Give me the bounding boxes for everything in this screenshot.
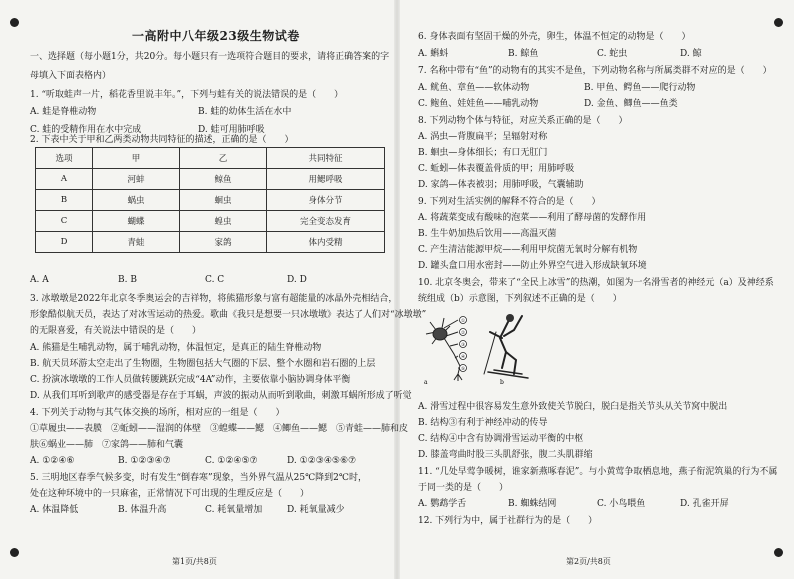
table-header: 乙 (180, 148, 267, 169)
q1-option-c: C. 蛙的受精作用在水中完成 (30, 125, 142, 135)
q10-figure (418, 308, 530, 386)
table-header: 共同特征 (267, 148, 385, 169)
q3-option-b: B. 航天员环游太空走出了生物圈，生物圈包括大气圈的下层、整个水圈和岩石圈的上层 (30, 359, 376, 369)
q3-option-c: C. 扮演冰墩墩的工作人员做转腰跳跃完成“4A”动作，主要依靠小脑协调身体平衡 (30, 375, 351, 385)
table-cell: 青蛙 (93, 232, 180, 253)
q11-option-d: D. 孔雀开屏 (680, 499, 729, 509)
q9-option-d: D. 罐头盒口用水密封——防止外界空气进入形成缺氧环境 (418, 261, 647, 271)
q8-option-b: B. 蛔虫—身体细长；有口无肛门 (418, 148, 548, 158)
binding-hole (10, 18, 19, 27)
table-cell: B (36, 190, 93, 211)
table-cell: 用鳃呼吸 (267, 169, 385, 190)
q6-option-b: B. 鲸鱼 (508, 49, 539, 59)
table-cell: 蝗虫 (180, 211, 267, 232)
q1-option-b: B. 蛙的幼体生活在水中 (198, 107, 292, 117)
table-cell: 家鸽 (180, 232, 267, 253)
table-row (36, 190, 385, 211)
figure-label-3: ③ (460, 343, 466, 348)
q2-stem: 2. 下表中关于甲和乙两类动物共同特征的描述，正确的是（ ） (30, 135, 294, 145)
q5-option-b: B. 体温升高 (118, 505, 167, 515)
table-cell: 河蚌 (93, 169, 180, 190)
q11-stem-cont: 于同一类的是（ ） (418, 483, 509, 493)
q9-option-c: C. 产生清洁能源甲烷——利用甲烷菌无氧时分解有机物 (418, 245, 638, 255)
q1-option-d: D. 蛙可用肺呼吸 (198, 125, 265, 135)
q1-stem: 1. “听取蛙声一片，稻花香里说丰年。”，下列与蛙有关的说法错误的是（ ） (30, 90, 344, 100)
binding-hole (774, 548, 783, 557)
table-cell: 蛔虫 (180, 190, 267, 211)
table-header: 甲 (93, 148, 180, 169)
q8-option-c: C. 蚯蚓—体表覆盖骨质的甲；用肺呼吸 (418, 164, 575, 174)
section-instruction: 一、选择题（每小题1分，共20分。每小题只有一选项符合题目的要求，请将正确答案的字 (30, 52, 390, 62)
q10-stem: 10. 北京冬奥会，带来了“全民上冰雪”的热潮，如图为一名滑雪者的神经元（a）及神经系 (418, 278, 774, 288)
skier-diagram (484, 314, 528, 378)
q4-option-c: C. ①②④⑤⑦ (205, 456, 258, 466)
binding-hole (10, 548, 19, 557)
table-row (36, 169, 385, 190)
q9-stem: 9. 下列对生活实例的解释不符合的是（ ） (418, 197, 601, 207)
q12-stem: 12. 下列行为中，属于社群行为的是（ ） (418, 516, 598, 526)
q6-option-c: C. 蛇虫 (597, 49, 628, 59)
q7-option-b: B. 甲鱼、鳄鱼——爬行动物 (584, 83, 696, 93)
q8-option-a: A. 涡虫—背腹扁平；呈辐射对称 (418, 132, 548, 142)
q11-option-b: B. 蜘蛛结网 (508, 499, 557, 509)
q3-stem-cont: 形象酷似航天员，表达了对冰雪运动的热爱。歌曲《我只是想要一只冰墩墩》表达了人们对“冰墩墩” (30, 310, 427, 320)
page-footer: 第1页/共8页 (172, 557, 217, 566)
q4-option-d: D. ①②③④⑤⑥⑦ (287, 456, 357, 466)
table-cell: 蜗虫 (93, 190, 180, 211)
q4-stem: 4. 下列关于动物与其气体交换的场所，相对应的一组是（ ） (30, 408, 285, 418)
q3-stem-cont: 的无限喜爱，有关说法中错误的是（ ） (30, 326, 202, 336)
q2-option-c: C. C (205, 275, 225, 285)
q5-stem: 5. 三明地区春季气候多变，时有发生“倒春寒”现象，当外界气温从25℃降到2℃时， (30, 473, 367, 483)
q11-stem: 11. “几处早莺争暖树，谁家新燕啄春泥”。与小黄莺争取栖息地，燕子衔泥筑巢的行为不属 (418, 467, 778, 477)
q7-option-c: C. 鲍鱼、娃娃鱼——哺乳动物 (418, 99, 539, 109)
q3-option-a: A. 熊猫是生哺乳动物，属于哺乳动物，体温恒定，是真正的陆生脊椎动物 (30, 343, 322, 353)
table-row (36, 232, 385, 253)
table-cell: D (36, 232, 93, 253)
q6-option-d: D. 鲸 (680, 49, 702, 59)
table-header: 选项 (36, 148, 93, 169)
table-cell: 蝴蝶 (93, 211, 180, 232)
figure-label-5: ⑤ (460, 367, 466, 372)
q4-option-a: A. ①②④⑥ (30, 456, 75, 466)
q10-option-b: B. 结构③有利于神经冲动的传导 (418, 418, 548, 428)
q11-option-a: A. 鹦鹉学舌 (418, 499, 467, 509)
page-footer: 第2页/共8页 (566, 557, 611, 566)
q9-option-a: A. 将蔬菜变成有酸味的泡菜——利用了酵母菌的发酵作用 (418, 213, 647, 223)
q4-option-b: B. ①②③④⑦ (118, 456, 171, 466)
section-instruction-cont: 母填入下面表格内） (30, 71, 112, 81)
q11-option-c: C. 小鸟喂鱼 (597, 499, 646, 509)
q2-option-b: B. B (118, 275, 137, 285)
q10-stem-cont: 统组成（b）示意图，下列叙述不正确的是（ ） (418, 294, 622, 304)
table-cell: C (36, 211, 93, 232)
q2-option-a: A. A (30, 275, 49, 285)
table-cell: 体内受精 (267, 232, 385, 253)
figure-caption-b: b (500, 379, 504, 386)
q2-option-d: D. D (287, 275, 307, 285)
table-cell: 鲸鱼 (180, 169, 267, 190)
q3-option-d: D. 从我们耳听到歌声的感受器是存在于耳蜗，声波的振动从而听到歌曲，刺激耳蜗所形成了听觉 (30, 391, 412, 401)
table-header-row (36, 148, 385, 169)
table-cell: 完全变态发育 (267, 211, 385, 232)
figure-label-1: ① (460, 319, 466, 324)
q5-stem-cont: 处在这种环境中的一只麻雀，正常情况下可出现的生理反应是（ ） (30, 489, 310, 499)
figure-caption-a: a (424, 379, 428, 386)
table-cell: A (36, 169, 93, 190)
table-cell: 身体分节 (267, 190, 385, 211)
q4-items-cont: 肤⑥蜗业——肺 ⑦家鸽——肺和气囊 (30, 440, 184, 450)
q2-table (35, 147, 385, 253)
q9-option-b: B. 生牛奶加热后饮用——高温灭菌 (418, 229, 557, 239)
figure-label-4: ④ (460, 355, 466, 360)
q7-option-a: A. 鱿鱼、章鱼——软体动物 (418, 83, 530, 93)
q7-option-d: D. 金鱼、鲫鱼——鱼类 (584, 99, 678, 109)
q1-option-a: A. 蛙是脊椎动物 (30, 107, 97, 117)
neuron-diagram (426, 318, 462, 381)
q10-option-c: C. 结构④中含有协调滑雪运动平衡的中枢 (418, 434, 584, 444)
q8-option-d: D. 家鸽—体表被羽；用肺呼吸，气囊辅助 (418, 180, 584, 190)
q3-stem: 3. 冰墩墩是2022年北京冬季奥运会的吉祥物，将熊猫形象与富有超能量的冰晶外壳相结合， (30, 294, 398, 304)
q5-option-a: A. 体温降低 (30, 505, 79, 515)
q7-stem: 7. 名称中带有“鱼”的动物有的其实不是鱼，下列动物名称与所属类群不对应的是（ ） (418, 66, 772, 76)
q4-items: ①草履虫——表膜 ②蚯蚓——湿润的体壁 ③蝗蝶——鳃 ④鲫鱼——鳃 ⑤青蛙——肺和皮 (30, 424, 409, 434)
figure-label-2: ② (460, 331, 466, 336)
table-row (36, 211, 385, 232)
q8-stem: 8. 下列动物个体与特征，对应关系正确的是（ ） (418, 116, 628, 126)
q5-option-c: C. 耗氧量增加 (205, 505, 263, 515)
q10-option-d: D. 膝盖弯曲时股三头肌舒张，腹二头肌群缩 (418, 450, 593, 460)
q6-stem: 6. 身体表面有坚固干燥的外壳，卵生，体温不恒定的动物是（ ） (418, 32, 691, 42)
q6-option-a: A. 蝌蚪 (418, 49, 449, 59)
binding-hole (774, 18, 783, 27)
exam-title: 一高附中八年级23级生物试卷 (132, 29, 300, 43)
q5-option-d: D. 耗氧量减少 (287, 505, 345, 515)
q10-option-a: A. 滑雪过程中很容易发生意外致使关节脱臼，脱臼是指关节头从关节窝中脱出 (418, 402, 728, 412)
